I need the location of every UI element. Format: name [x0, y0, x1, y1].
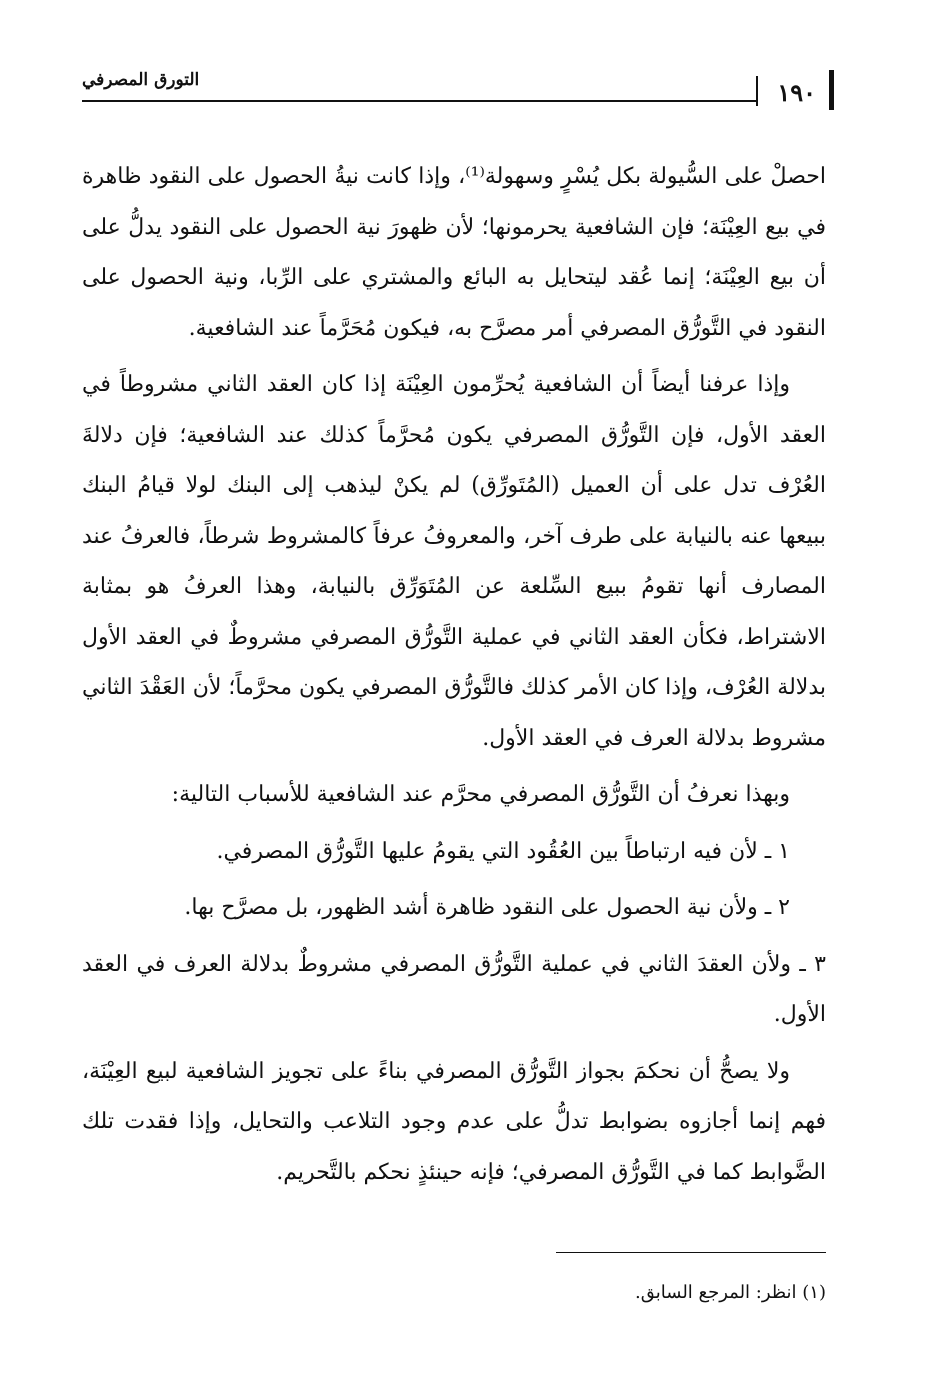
footnote: (١) انظر: المرجع السابق.: [635, 1282, 826, 1303]
book-title: التورق المصرفي: [82, 70, 200, 90]
paragraph: وإذا عرفنا أيضاً أن الشافعية يُحرِّمون العِيْنَة إذا كان العقد الثاني مشروطاً في العقد الأول، فإن التَّورُّق المصرفي يكون مُحرَّماً كذلك عند الشافعية؛ فإن دلالةَ العُرْف تدل على أن العميل (المُتَورِّق) لم يكنْ ليذهب إلى البنك لولا قيامُ البنك ببيعها عنه بالنيابة على طرف آخر، والمعروفُ عرفاً كالمشروط شرطاً، فالعرفُ عند المصارف أنها تقومُ ببيع السِّلعة عن المُتَوَرِّق بالنيابة، وهذا العرفُ هو بمثابة الاشتراط، فكأن العقد الثاني في عملية التَّورُّق المصرفي مشروطٌ في العقد الأول بدلالة العُرْف، وإذا كان الأمر كذلك فالتَّورُّق المصرفي يكون محرَّماً؛ لأن العَقْدَ الثاني مشروط بدلالة العرف في العقد الأول.: [82, 372, 826, 751]
header-rule: [82, 100, 758, 102]
main-text: [82, 152, 826, 1204]
list-item: ٢ ـ ولأن نية الحصول على النقود ظاهرة أشد الظهور، بل مصرَّح بها.: [184, 895, 790, 920]
footnote-divider: [556, 1252, 826, 1253]
list-item: ٣ ـ ولأن العقدَ الثاني في عملية التَّورُّق المصرفي مشروطٌ بدلالة العرف في العقد الأول.: [82, 951, 826, 1027]
page-number: ١٩٠: [777, 78, 816, 107]
header-thick-bar: [829, 70, 834, 110]
list-item: ١ ـ لأن فيه ارتباطاً بين العُقُود التي يقومُ عليها التَّورُّق المصرفي.: [216, 838, 790, 864]
paragraph: احصلْ على السُّيولة بكل يُسْرٍ وسهولة⁽¹⁾، وإذا كانت نيةُ الحصول على النقود ظاهرة في بيع العِيْنَة؛ فإن الشافعية يحرمونها؛ لأن ظهورَ نية الحصول على النقود يدلُّ على أن بيع العِيْنَة؛ إنما عُقد ليتحايل به البائع والمشتري على الرِّبا، ونية الحصول على النقود في التَّورُّق المصرفي أمر مصرَّح به، فيكون مُحَرَّماً عند الشافعية.: [82, 164, 826, 341]
paragraph: وبهذا نعرفُ أن التَّورُّق المصرفي محرَّم عند الشافعية للأسباب التالية:: [171, 782, 790, 807]
running-header: [82, 70, 834, 110]
paragraph: ولا يصحُّ أن نحكمَ بجواز التَّورُّق المصرفي بناءً على تجويز الشافعية لبيع العِيْنَة، فهم إنما أجازوه بضوابط تدلُّ على عدم وجود التلاعب والتحايل، وإذا فقدت تلك الضَّوابط كما في التَّورُّق المصرفي؛ فإنه حينئذٍ نحكم بالتَّحريم.: [82, 1058, 826, 1185]
